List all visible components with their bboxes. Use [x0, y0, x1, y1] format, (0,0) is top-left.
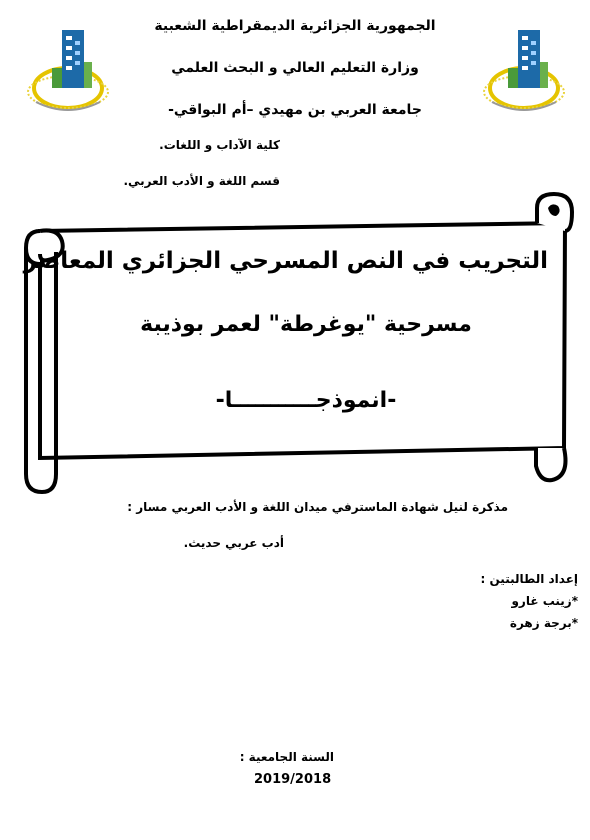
- faculty-header: كلية الآداب و اللغات.: [159, 138, 280, 152]
- memo-line1: مذكرة لنيل شهادة الماسترفي ميدان اللغة و الأدب العربي مسار :: [127, 500, 508, 514]
- students-heading: إعداد الطالبتين :: [480, 572, 578, 586]
- ministry-header: وزارة التعليم العالي و البحث العلمي: [171, 60, 419, 76]
- republic-header: الجمهورية الجزائرية الديمقراطية الشعبية: [154, 18, 436, 34]
- university-logo-left: [22, 22, 114, 122]
- student-name: *برجة زهرة: [509, 616, 578, 630]
- department-header: قسم اللغة و الأدب العربي.: [123, 174, 280, 188]
- thesis-title-line2: مسرحية "يوغرطة" لعمر بوذيبة: [140, 312, 472, 337]
- thesis-title-line3: -انموذجـــــــــــا-: [215, 388, 397, 413]
- thesis-title-line1: التجريب في النص المسرحي الجزائري المعاصر: [23, 248, 548, 274]
- academic-year-label: السنة الجامعية :: [239, 750, 334, 764]
- student-name: *زينب غارو: [511, 594, 578, 608]
- academic-year-value: 2019/2018: [254, 772, 332, 787]
- scroll-frame: [22, 186, 582, 498]
- memo-line2: أدب عربي حديث.: [183, 536, 284, 550]
- university-header: جامعة العربي بن مهيدي –أم البواقي-: [168, 102, 422, 118]
- university-logo-right: [478, 22, 570, 122]
